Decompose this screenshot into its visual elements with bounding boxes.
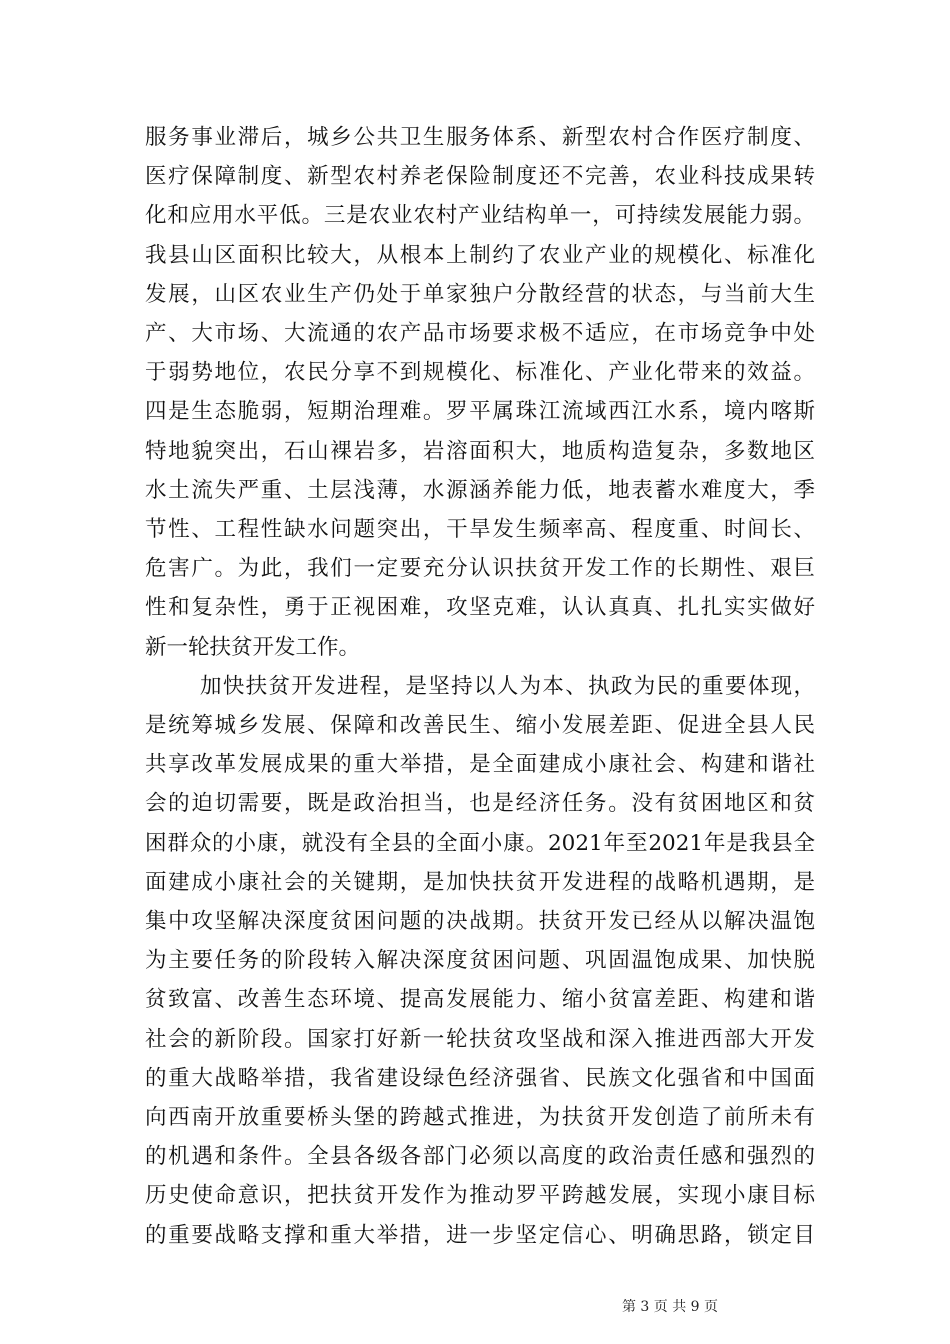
text-line: 化和应用水平低。三是农业农村产业结构单一，可持续发展能力弱。 bbox=[145, 203, 815, 229]
text-line: 历史使命意识，把扶贫开发作为推动罗平跨越发展，实现小康目标 bbox=[145, 1183, 815, 1209]
text-line: 服务事业滞后，城乡公共卫生服务体系、新型农村合作医疗制度、 bbox=[145, 125, 815, 150]
text-line: 向西南开放重要桥头堡的跨越式推进，为扶贫开发创造了前所未有 bbox=[145, 1105, 815, 1130]
text-line: 水土流失严重、土层浅薄，水源涵养能力低，地表蓄水难度大，季 bbox=[145, 477, 815, 503]
text-line: 为主要任务的阶段转入解决深度贫困问题、巩固温饱成果、加快脱 bbox=[145, 948, 815, 974]
text-line: 新一轮扶贫开发工作。 bbox=[145, 634, 361, 660]
text-line: 发展，山区农业生产仍处于单家独户分散经营的状态，与当前大生 bbox=[145, 281, 815, 307]
text-line: 共享改革发展成果的重大举措，是全面建成小康社会、构建和谐社 bbox=[145, 752, 815, 778]
text-line: 医疗保障制度、新型农村养老保险制度还不完善，农业科技成果转 bbox=[145, 164, 815, 190]
paragraph-first-line: 加快扶贫开发进程，是坚持以人为本、执政为民的重要体现， bbox=[200, 673, 815, 699]
text-line: 性和复杂性，勇于正视困难，攻坚克难，认认真真、扎扎实实做好 bbox=[145, 595, 815, 621]
text-line: 集中攻坚解决深度贫困问题的决战期。扶贫开发已经从以解决温饱 bbox=[145, 909, 815, 934]
text-line: 的机遇和条件。全县各级各部门必须以高度的政治责任感和强烈的 bbox=[145, 1144, 815, 1170]
text-line: 于弱势地位，农民分享不到规模化、标准化、产业化带来的效益。 bbox=[145, 360, 815, 386]
text-line: 特地貌突出，石山裸岩多，岩溶面积大，地质构造复杂，多数地区 bbox=[145, 438, 815, 464]
text-line: 的重要战略支撑和重大举措，进一步坚定信心、明确思路，锁定目 bbox=[145, 1222, 815, 1248]
text-line: 我县山区面积比较大，从根本上制约了农业产业的规模化、标准化 bbox=[145, 242, 815, 268]
text-line: 四是生态脆弱，短期治理难。罗平属珠江流域西江水系，境内喀斯 bbox=[145, 399, 815, 425]
text-line: 是统筹城乡发展、保障和改善民生、缩小发展差距、促进全县人民 bbox=[145, 713, 815, 738]
text-line: 节性、工程性缺水问题突出，干旱发生频率高、程度重、时间长、 bbox=[145, 517, 815, 542]
text-line: 的重大战略举措，我省建设绿色经济强省、民族文化强省和中国面 bbox=[145, 1065, 815, 1091]
page-footer bbox=[0, 1296, 950, 1316]
text-line: 贫致富、改善生态环境、提高发展能力、缩小贫富差距、构建和谐 bbox=[145, 987, 815, 1013]
text-line: 产、大市场、大流通的农产品市场要求极不适应，在市场竞争中处 bbox=[145, 321, 815, 346]
text-line: 面建成小康社会的关键期，是加快扶贫开发进程的战略机遇期，是 bbox=[145, 869, 815, 895]
text-line: 危害广。为此，我们一定要充分认识扶贫开发工作的长期性、艰巨 bbox=[145, 556, 815, 582]
text-line: 社会的新阶段。国家打好新一轮扶贫攻坚战和深入推进西部大开发 bbox=[145, 1026, 815, 1052]
text-line: 会的迫切需要，既是政治担当，也是经济任务。没有贫困地区和贫 bbox=[145, 791, 815, 817]
page-number-label: 第 3 页 共 9 页 bbox=[621, 1299, 719, 1315]
text-line: 困群众的小康，就没有全县的全面小康。2021年至2021年是我县全 bbox=[145, 830, 815, 856]
